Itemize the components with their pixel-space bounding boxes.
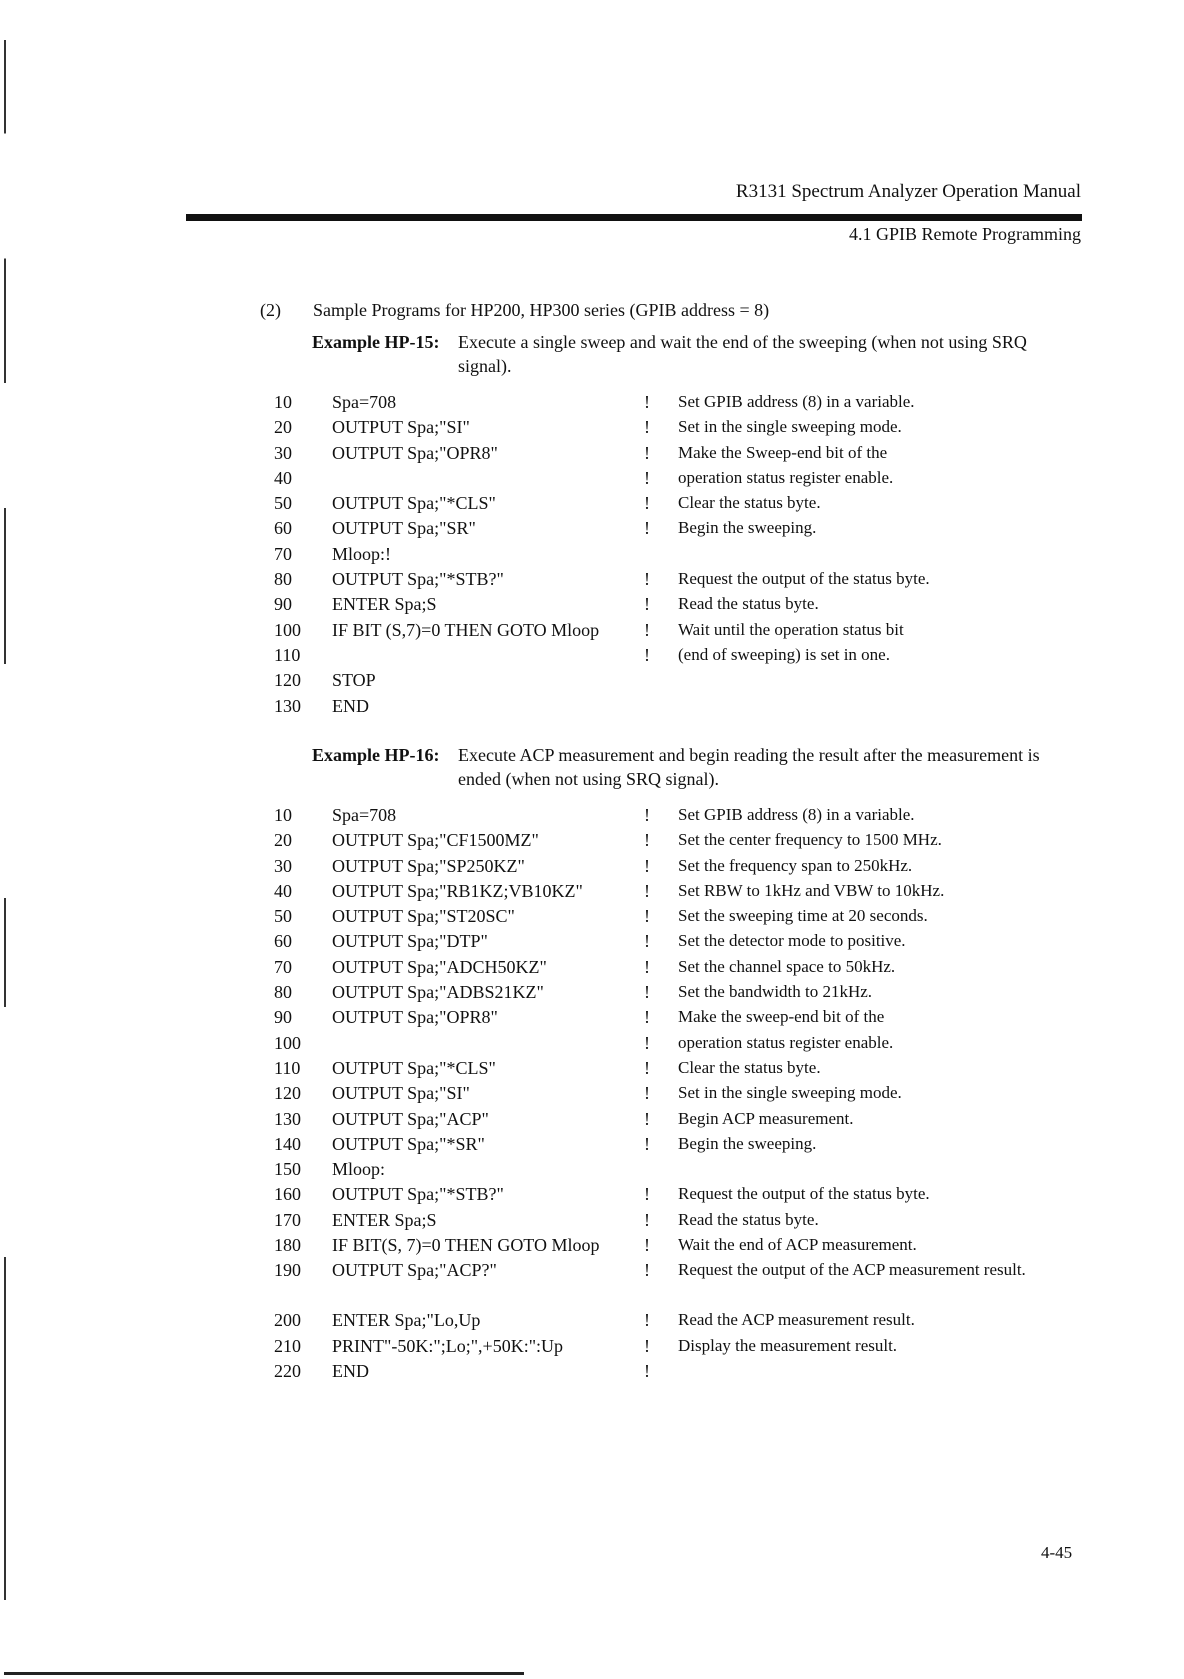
code-statement: OUTPUT Spa;"*SR" [332, 1133, 485, 1154]
code-comment: Read the status byte. [678, 594, 819, 614]
section-heading-text: Sample Programs for HP200, HP300 series (GPIB address = 8) [313, 300, 770, 320]
code-statement: OUTPUT Spa;"SI" [332, 1083, 470, 1104]
line-number: 120 [274, 1083, 301, 1104]
code-comment: Set in the single sweeping mode. [678, 1083, 902, 1103]
program-line [274, 441, 1094, 466]
comment-marker: ! [644, 1335, 650, 1356]
code-statement: OUTPUT Spa;"SR" [332, 518, 476, 539]
line-number: 140 [274, 1133, 301, 1154]
code-statement: ENTER Spa;"Lo,Up [332, 1310, 481, 1331]
comment-marker: ! [644, 594, 650, 615]
program-listing-hp15 [274, 390, 1094, 719]
code-statement: IF BIT (S,7)=0 THEN GOTO Mloop [332, 619, 600, 640]
code-comment: Set GPIB address (8) in a variable. [678, 805, 915, 824]
scan-edge-bottom [4, 1672, 524, 1675]
code-comment: Set the detector mode to positive. [678, 931, 906, 951]
line-number: 110 [274, 644, 301, 665]
code-comment: Read the status byte. [678, 1209, 819, 1229]
comment-marker: ! [644, 1133, 650, 1154]
program-line [274, 1359, 1094, 1384]
code-comment: Wait the end of ACP measurement. [678, 1235, 917, 1255]
code-statement: OUTPUT Spa;"DTP" [332, 931, 488, 952]
code-statement: OUTPUT Spa;"ADCH50KZ" [332, 956, 547, 977]
example-hp15-heading [312, 330, 1082, 378]
code-comment: Set RBW to 1kHz and VBW to 10kHz. [678, 880, 945, 900]
comment-marker: ! [644, 1108, 650, 1129]
code-comment: Make the sweep-end bit of the [678, 1007, 885, 1027]
comment-marker: ! [644, 493, 650, 514]
comment-marker: ! [644, 906, 650, 927]
comment-marker: ! [644, 1209, 650, 1230]
line-number: 90 [274, 1007, 292, 1028]
code-statement: OUTPUT Spa;"ACP" [332, 1108, 489, 1129]
line-number: 70 [274, 543, 292, 564]
code-statement: Spa=708 [332, 392, 397, 412]
comment-marker: ! [644, 518, 650, 539]
code-comment: Set GPIB address (8) in a variable. [678, 392, 915, 411]
comment-marker: ! [644, 1260, 650, 1281]
example-label: Example HP-16: [312, 745, 440, 765]
header-rule [186, 214, 1082, 221]
comment-marker: ! [644, 1184, 650, 1205]
program-line [274, 803, 1094, 828]
comment-marker: ! [644, 417, 650, 438]
comment-marker: ! [644, 931, 650, 952]
line-number: 90 [274, 594, 292, 615]
program-line [274, 1005, 1094, 1030]
code-statement: OUTPUT Spa;"ADBS21KZ" [332, 982, 544, 1003]
comment-marker: ! [644, 1057, 650, 1078]
program-line [274, 643, 1094, 668]
line-number: 70 [274, 956, 292, 977]
line-number: 170 [274, 1209, 301, 1230]
program-line [274, 567, 1094, 592]
code-comment: Read the ACP measurement result. [678, 1310, 915, 1330]
comment-marker: ! [644, 644, 650, 665]
comment-marker: ! [644, 855, 650, 876]
program-line [274, 828, 1094, 853]
line-number: 100 [274, 1032, 301, 1053]
program-line [274, 1157, 1094, 1182]
line-number: 200 [274, 1310, 301, 1331]
comment-marker: ! [644, 956, 650, 977]
line-number: 10 [274, 805, 292, 825]
line-number: 130 [274, 1108, 301, 1129]
code-comment: Wait until the operation status bit [678, 619, 904, 639]
code-comment: Request the output of the status byte. [678, 1184, 930, 1204]
code-statement: OUTPUT Spa;"ACP?" [332, 1260, 497, 1281]
line-number: 50 [274, 906, 292, 927]
program-line [274, 879, 1094, 904]
program-line [274, 1132, 1094, 1157]
code-comment: Set the channel space to 50kHz. [678, 956, 896, 976]
code-statement: Spa=708 [332, 805, 397, 825]
comment-marker: ! [644, 1083, 650, 1104]
code-statement: Mloop:! [332, 543, 392, 564]
line-number: 190 [274, 1260, 301, 1281]
line-number: 60 [274, 518, 292, 539]
document-title: R3131 Spectrum Analyzer Operation Manual [735, 181, 1081, 202]
comment-marker: ! [644, 1235, 650, 1256]
program-line [274, 668, 1094, 693]
line-number: 100 [274, 619, 301, 640]
code-comment: operation status register enable. [678, 467, 894, 487]
code-statement: Mloop: [332, 1159, 386, 1180]
program-line [274, 618, 1094, 643]
program-line [274, 955, 1094, 980]
line-number: 60 [274, 931, 292, 952]
program-line [274, 980, 1094, 1005]
code-comment: operation status register enable. [678, 1032, 894, 1052]
program-line [274, 929, 1094, 954]
line-number: 110 [274, 1057, 301, 1078]
program-line [274, 1208, 1094, 1233]
line-number: 80 [274, 982, 292, 1003]
program-line [274, 516, 1094, 541]
example-description: Execute a single sweep and wait the end of the sweeping (when not using SRQ signal). [458, 332, 1027, 376]
code-statement: OUTPUT Spa;"OPR8" [332, 442, 498, 463]
code-comment: Request the output of the status byte. [678, 569, 930, 589]
code-statement: OUTPUT Spa;"RB1KZ;VB10KZ" [332, 880, 583, 901]
section-number: (2) [260, 300, 281, 320]
program-line [274, 1258, 1094, 1308]
line-number: 30 [274, 442, 292, 463]
line-number: 50 [274, 493, 292, 514]
line-number: 40 [274, 880, 292, 901]
code-comment: Make the Sweep-end bit of the [678, 442, 888, 462]
section-heading [260, 300, 769, 321]
comment-marker: ! [644, 880, 650, 901]
line-number: 160 [274, 1184, 301, 1205]
code-comment: Display the measurement result. [678, 1335, 898, 1355]
line-number: 20 [274, 417, 292, 438]
code-statement: END [332, 695, 369, 716]
code-comment: Begin the sweeping. [678, 1133, 817, 1153]
program-line [274, 1308, 1094, 1333]
code-statement: OUTPUT Spa;"SP250KZ" [332, 855, 525, 876]
program-line [274, 466, 1094, 491]
line-number: 210 [274, 1335, 301, 1356]
example-description: Execute ACP measurement and begin reading the result after the measurement is ended (when not using SRQ signal). [458, 745, 1040, 789]
comment-marker: ! [644, 1310, 650, 1331]
line-number: 20 [274, 830, 292, 851]
code-statement: ENTER Spa;S [332, 1209, 437, 1230]
comment-marker: ! [644, 805, 650, 825]
comment-marker: ! [644, 442, 650, 463]
code-statement: OUTPUT Spa;"CF1500MZ" [332, 830, 539, 851]
program-line [274, 491, 1094, 516]
code-statement: IF BIT(S, 7)=0 THEN GOTO Mloop [332, 1235, 600, 1256]
program-listing-hp16 [274, 803, 1094, 1384]
line-number: 40 [274, 467, 292, 488]
code-statement: PRINT"-50K:";Lo;",+50K:":Up [332, 1335, 564, 1356]
program-line [274, 1031, 1094, 1056]
code-comment: (end of sweeping) is set in one. [678, 644, 890, 664]
comment-marker: ! [644, 467, 650, 488]
line-number: 220 [274, 1360, 301, 1381]
program-line [274, 542, 1094, 567]
code-comment: Set the bandwidth to 21kHz. [678, 982, 873, 1002]
example-hp16-heading [312, 743, 1082, 791]
code-statement: ENTER Spa;S [332, 594, 437, 615]
code-statement: OUTPUT Spa;"OPR8" [332, 1007, 498, 1028]
comment-marker: ! [644, 1007, 650, 1028]
program-line [274, 1081, 1094, 1106]
line-number: 180 [274, 1235, 301, 1256]
code-comment: Clear the status byte. [678, 1057, 821, 1077]
line-number: 130 [274, 695, 301, 716]
code-comment: Clear the status byte. [678, 493, 821, 513]
comment-marker: ! [644, 619, 650, 640]
program-line [274, 415, 1094, 440]
program-line [274, 694, 1094, 719]
comment-marker: ! [644, 830, 650, 851]
program-line [274, 1233, 1094, 1258]
comment-marker: ! [644, 569, 650, 590]
code-statement: OUTPUT Spa;"ST20SC" [332, 906, 515, 927]
code-statement: END [332, 1360, 369, 1381]
code-statement: OUTPUT Spa;"SI" [332, 417, 470, 438]
code-statement: OUTPUT Spa;"*STB?" [332, 1184, 504, 1205]
scan-edge-left [4, 40, 6, 1600]
comment-marker: ! [644, 392, 650, 412]
program-line [274, 1056, 1094, 1081]
page-number: 4-45 [1041, 1543, 1073, 1562]
comment-marker: ! [644, 1360, 650, 1381]
example-label: Example HP-15: [312, 332, 440, 352]
code-comment: Request the output of the ACP measurement result. [678, 1260, 1026, 1280]
code-comment: Begin the sweeping. [678, 518, 817, 538]
code-comment: Set the frequency span to 250kHz. [678, 855, 913, 875]
line-number: 150 [274, 1159, 301, 1180]
comment-marker: ! [644, 982, 650, 1003]
line-number: 80 [274, 569, 292, 590]
program-line [274, 592, 1094, 617]
code-statement: OUTPUT Spa;"*CLS" [332, 493, 496, 514]
code-statement: OUTPUT Spa;"*STB?" [332, 569, 504, 590]
code-comment: Set the center frequency to 1500 MHz. [678, 830, 942, 850]
code-comment: Begin ACP measurement. [678, 1108, 854, 1128]
comment-marker: ! [644, 1032, 650, 1053]
program-line [274, 904, 1094, 929]
code-statement: STOP [332, 670, 376, 691]
code-statement: OUTPUT Spa;"*CLS" [332, 1057, 496, 1078]
code-comment: Set the sweeping time at 20 seconds. [678, 906, 928, 926]
program-line [274, 1334, 1094, 1359]
line-number: 120 [274, 670, 301, 691]
code-comment: Set in the single sweeping mode. [678, 417, 902, 437]
program-line [274, 1107, 1094, 1132]
program-line [274, 390, 1094, 415]
section-title: 4.1 GPIB Remote Programming [849, 224, 1081, 244]
line-number: 30 [274, 855, 292, 876]
program-line [274, 1182, 1094, 1207]
program-line [274, 854, 1094, 879]
line-number: 10 [274, 392, 292, 412]
